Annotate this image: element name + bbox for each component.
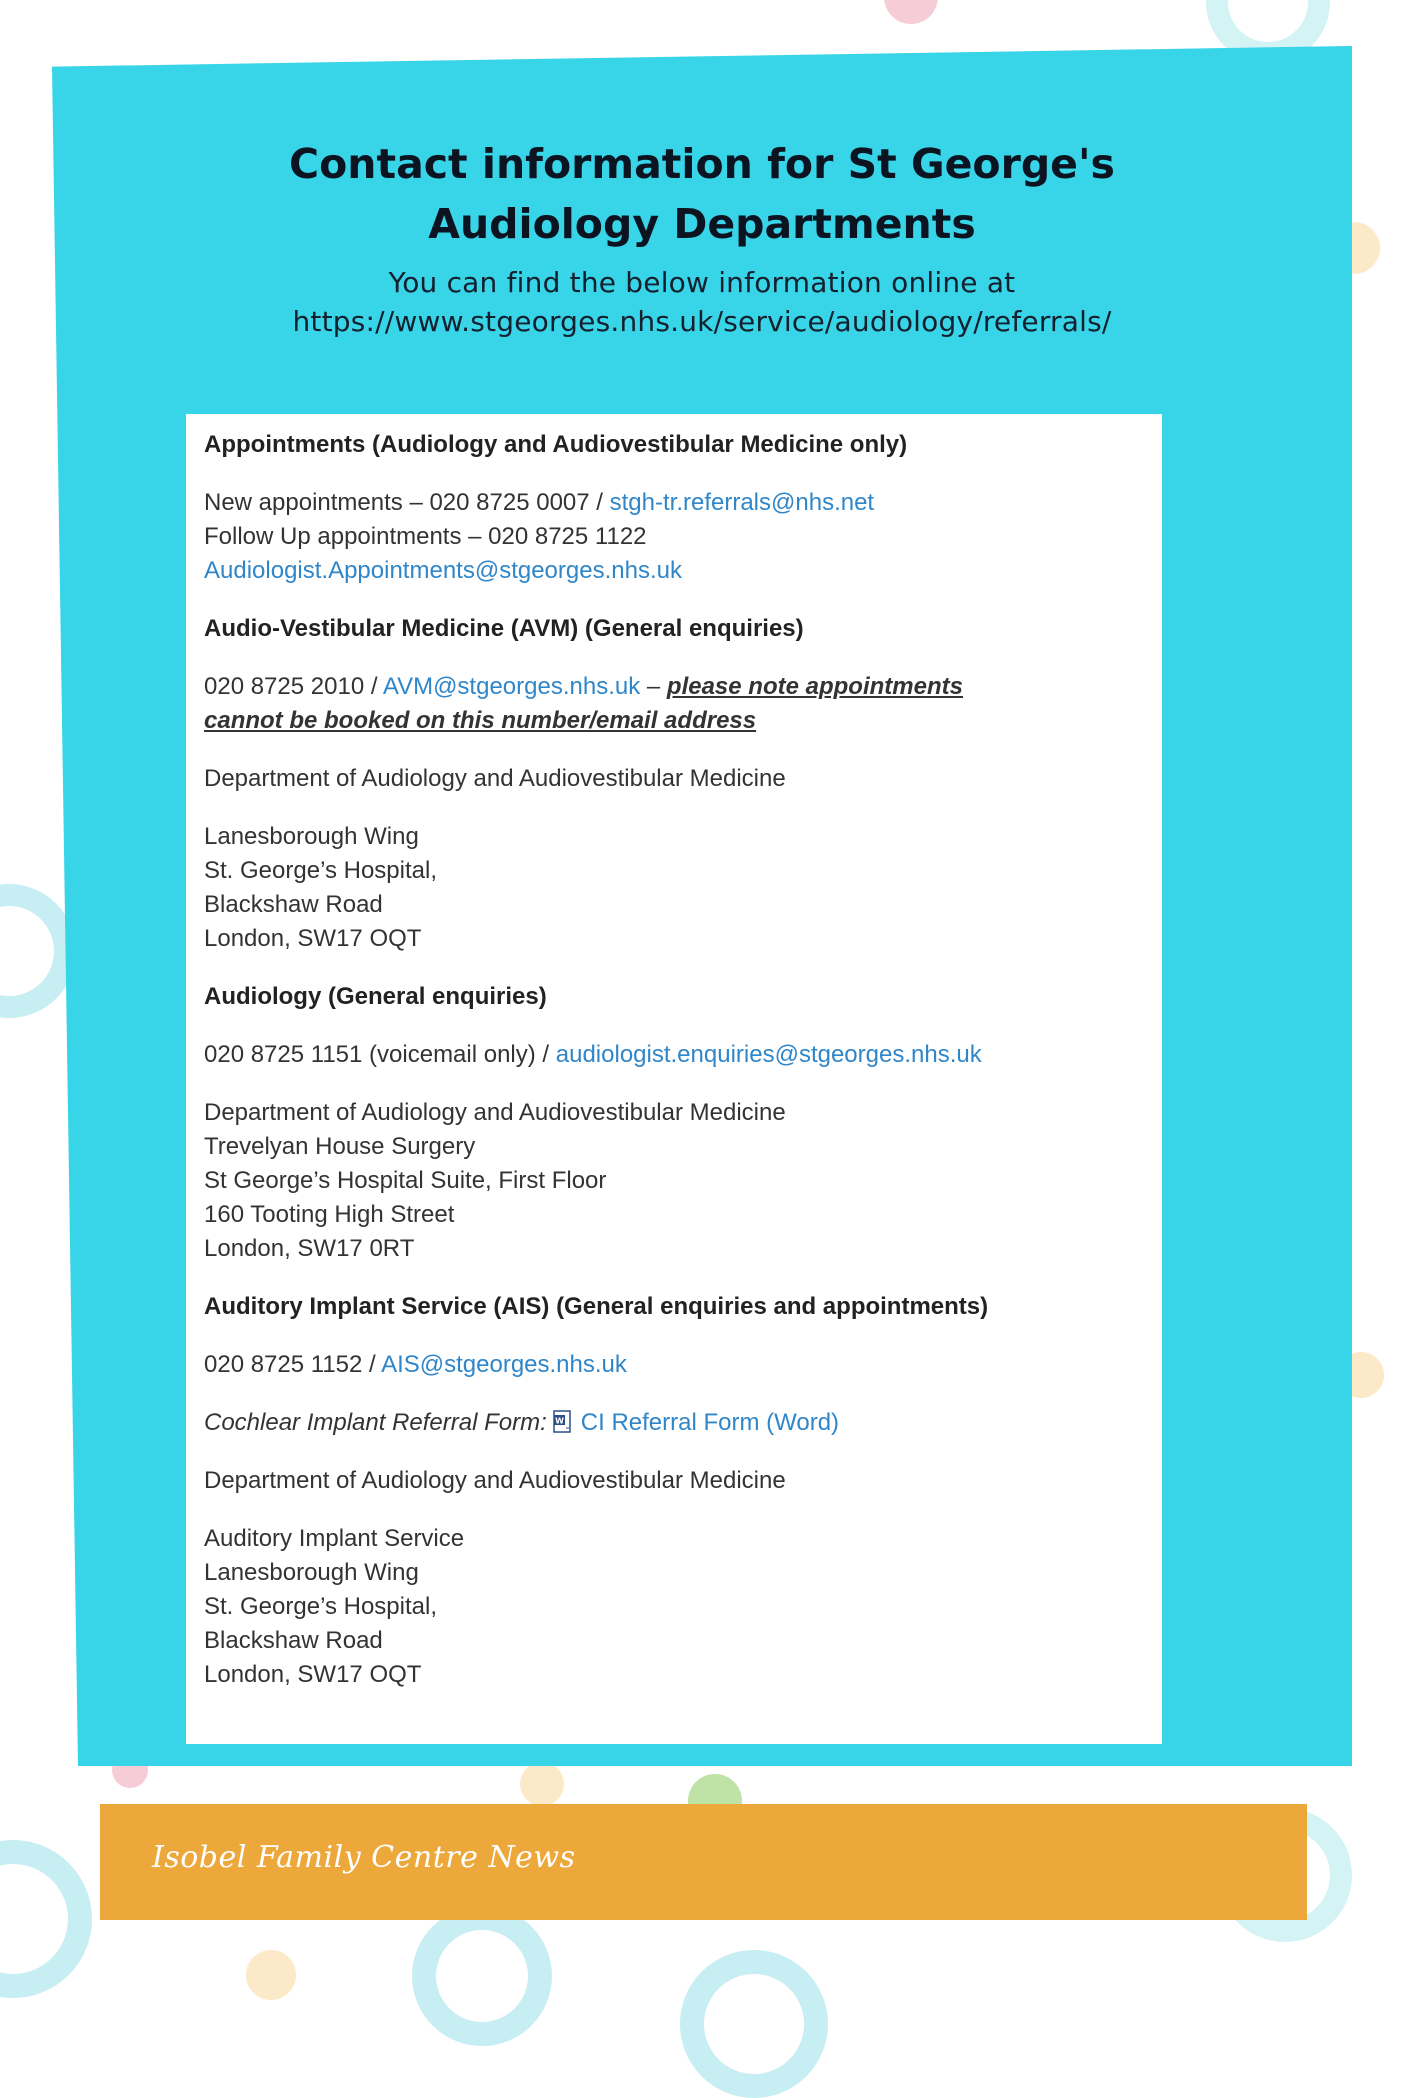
avm-contact [204, 670, 1144, 738]
subtitle-line1: You can find the below information online at [388, 266, 1016, 299]
avm-dash: – [640, 673, 667, 700]
new-appointments-email-link[interactable]: stgh-tr.referrals@nhs.net [609, 489, 875, 516]
decor-ring-bottom-right [680, 1950, 828, 2098]
followup-appointments-email-link[interactable]: Audiologist.Appointments@stgeorges.nhs.uk [204, 557, 682, 584]
ais-heading: Auditory Implant Service (AIS) (General enquiries and appointments) [204, 1293, 989, 1320]
avm-phone: 020 8725 2010 / [204, 673, 383, 700]
address-line: St George’s Hospital Suite, First Floor [204, 1167, 607, 1194]
page-title-line1: Contact information for St George's [289, 140, 1115, 188]
subtitle-url: https://www.stgeorges.nhs.uk/service/audiology/referrals/ [292, 305, 1112, 338]
audiology-address [204, 1096, 1144, 1266]
audiology-heading: Audiology (General enquiries) [204, 983, 547, 1010]
page-title [52, 134, 1352, 254]
decor-circle-yellow-bottom [520, 1762, 564, 1806]
address-line: St. George’s Hospital, [204, 857, 438, 884]
address-line: St. George’s Hospital, [204, 1593, 438, 1620]
decor-circle-pink [884, 0, 938, 24]
word-document-icon [553, 1409, 573, 1432]
svg-text:W: W [554, 1416, 564, 1426]
avm-heading: Audio-Vestibular Medicine (AVM) (General enquiries) [204, 615, 804, 642]
avm-address [204, 820, 1144, 956]
address-line: London, SW17 OQT [204, 925, 422, 952]
address-line: London, SW17 0RT [204, 1235, 415, 1262]
decor-ring-bottom-center [412, 1906, 552, 2046]
address-line: Blackshaw Road [204, 1627, 383, 1654]
ais-email-link[interactable]: AIS@stgeorges.nhs.uk [381, 1351, 627, 1378]
avm-note-line1: please note appointments [666, 673, 963, 700]
address-line: Blackshaw Road [204, 891, 383, 918]
ais-address [204, 1522, 1144, 1692]
audiology-phone: 020 8725 1151 (voicemail only) / [204, 1041, 556, 1068]
appointments-details [204, 486, 1144, 588]
referral-form-label: Cochlear Implant Referral Form: [204, 1409, 547, 1436]
decor-ring-bottom-left [0, 1840, 92, 1998]
ci-referral-form-link[interactable]: CI Referral Form (Word) [580, 1409, 840, 1436]
ais-phone: 020 8725 1152 / [204, 1351, 382, 1378]
address-line: Lanesborough Wing [204, 1559, 419, 1586]
followup-appointments-text: Follow Up appointments – 020 8725 1122 [204, 523, 647, 550]
address-line: 160 Tooting High Street [204, 1201, 455, 1228]
address-line: Lanesborough Wing [204, 823, 419, 850]
ais-contact [204, 1348, 1144, 1382]
page-subtitle [52, 263, 1352, 341]
address-line: Department of Audiology and Audiovestibular Medicine [204, 1099, 786, 1126]
audiology-email-link[interactable]: audiologist.enquiries@stgeorges.nhs.uk [555, 1041, 982, 1068]
address-line: London, SW17 OQT [204, 1661, 422, 1688]
footer-title: Isobel Family Centre News [152, 1840, 576, 1875]
footer-banner [100, 1804, 1307, 1920]
ais-referral-form [204, 1406, 1144, 1440]
decor-circle-yellow-bottom-left [246, 1950, 296, 2000]
address-line: Auditory Implant Service [204, 1525, 465, 1552]
avm-department: Department of Audiology and Audiovestibular Medicine [204, 765, 786, 792]
new-appointments-text: New appointments – 020 8725 0007 / [204, 489, 610, 516]
page-title-line2: Audiology Departments [428, 200, 976, 248]
audiology-contact [204, 1038, 1144, 1072]
address-line: Trevelyan House Surgery [204, 1133, 476, 1160]
avm-email-link[interactable]: AVM@stgeorges.nhs.uk [382, 673, 641, 700]
appointments-heading: Appointments (Audiology and Audiovestibular Medicine only) [204, 431, 908, 458]
avm-note-line2: cannot be booked on this number/email address [204, 707, 757, 734]
contact-card [186, 414, 1162, 1744]
ais-department: Department of Audiology and Audiovestibular Medicine [204, 1467, 786, 1494]
